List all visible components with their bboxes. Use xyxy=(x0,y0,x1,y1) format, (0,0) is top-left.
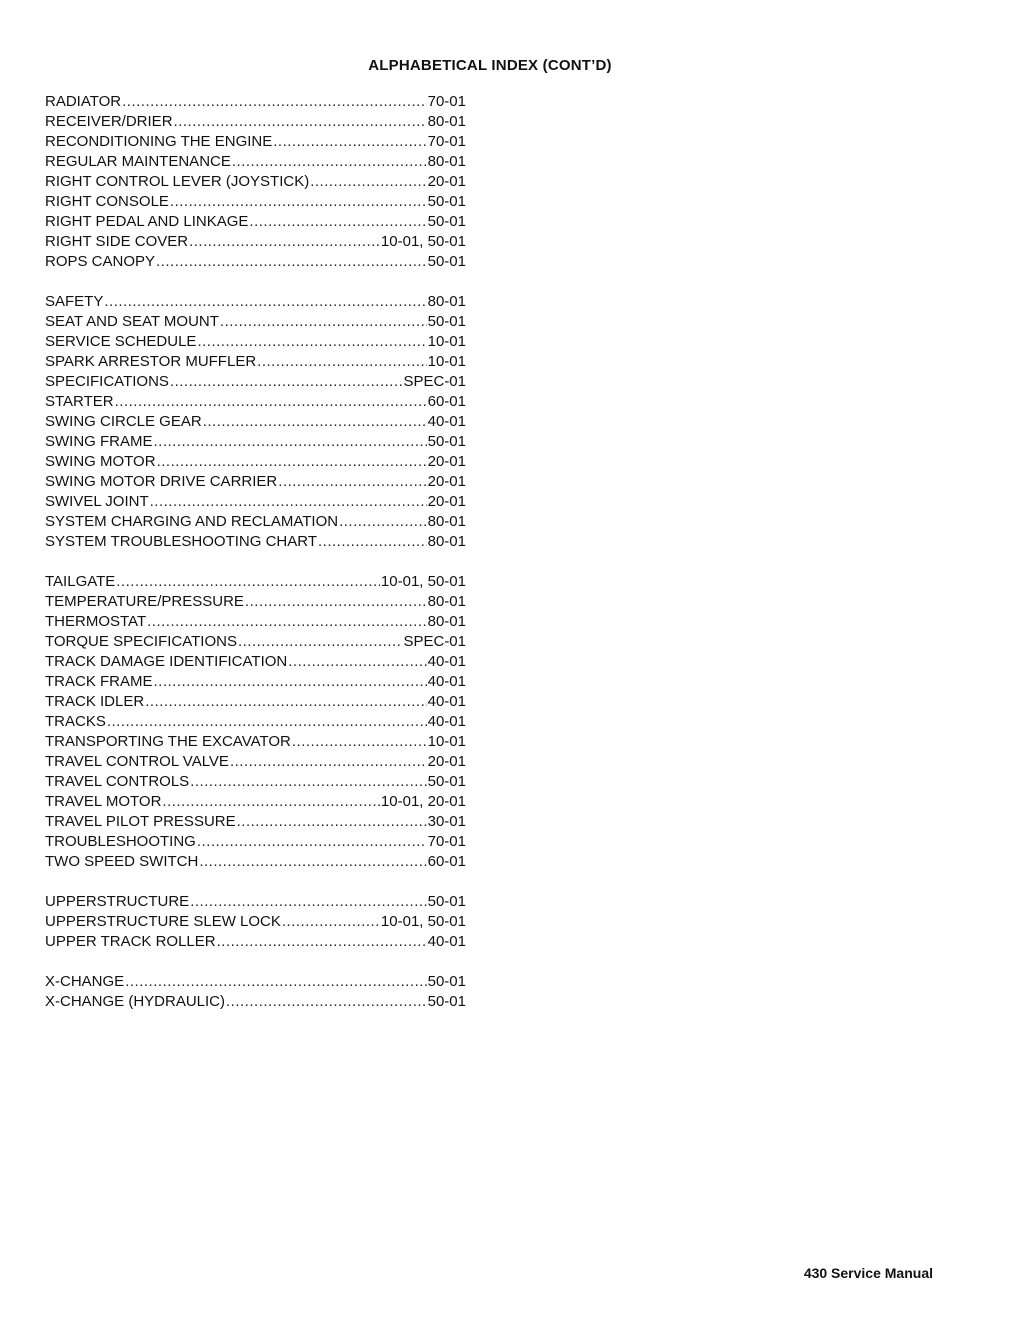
dot-leader xyxy=(125,972,426,992)
dot-leader xyxy=(107,712,427,732)
dot-leader xyxy=(197,832,427,852)
index-entry xyxy=(45,532,466,552)
dot-leader xyxy=(318,532,427,552)
index-page-ref: 70-01 xyxy=(427,133,466,150)
index-term: UPPER TRACK ROLLER xyxy=(45,933,216,950)
index-term: SWING CIRCLE GEAR xyxy=(45,413,202,430)
index-page-ref: 70-01 xyxy=(427,93,466,110)
index-entry xyxy=(45,312,466,332)
index-entry xyxy=(45,472,466,492)
index-term: SWING MOTOR DRIVE CARRIER xyxy=(45,473,278,490)
index-term: TROUBLESHOOTING xyxy=(45,833,196,850)
dot-leader xyxy=(288,652,426,672)
index-page-ref: 70-01 xyxy=(427,833,466,850)
index-entry xyxy=(45,832,466,852)
index-entry xyxy=(45,332,466,352)
dot-leader xyxy=(257,352,426,372)
index-entry xyxy=(45,752,466,772)
index-entry xyxy=(45,852,466,872)
index-term: SWING MOTOR xyxy=(45,453,156,470)
index-page-ref: 50-01 xyxy=(427,973,466,990)
index-group-x xyxy=(45,972,466,1012)
index-page-ref: 10-01, 50-01 xyxy=(380,233,466,250)
index-page-ref: 10-01 xyxy=(427,733,466,750)
index-entry xyxy=(45,732,466,752)
index-page-ref: 20-01 xyxy=(427,453,466,470)
dot-leader xyxy=(190,892,426,912)
index-entry xyxy=(45,372,466,392)
alphabetical-index xyxy=(45,92,466,1032)
dot-leader xyxy=(282,912,380,932)
index-term: TRAVEL CONTROLS xyxy=(45,773,190,790)
index-group-t xyxy=(45,572,466,872)
dot-leader xyxy=(273,132,426,152)
index-term: RECEIVER/DRIER xyxy=(45,113,173,130)
index-term: TRAVEL PILOT PRESSURE xyxy=(45,813,236,830)
index-term: TRAVEL MOTOR xyxy=(45,793,162,810)
dot-leader xyxy=(170,372,403,392)
dot-leader xyxy=(190,772,426,792)
index-term: REGULAR MAINTENANCE xyxy=(45,153,231,170)
index-entry xyxy=(45,292,466,312)
index-entry xyxy=(45,232,466,252)
index-page-ref: 50-01 xyxy=(427,433,466,450)
dot-leader xyxy=(203,412,427,432)
index-page-ref: 40-01 xyxy=(427,713,466,730)
dot-leader xyxy=(122,92,427,112)
index-entry xyxy=(45,712,466,732)
dot-leader xyxy=(145,692,426,712)
dot-leader xyxy=(174,112,427,132)
index-term: RECONDITIONING THE ENGINE xyxy=(45,133,273,150)
index-entry xyxy=(45,592,466,612)
dot-leader xyxy=(237,812,427,832)
index-entry xyxy=(45,572,466,592)
index-page-ref: 40-01 xyxy=(427,673,466,690)
dot-leader xyxy=(226,992,427,1012)
dot-leader xyxy=(162,792,380,812)
index-term: THERMOSTAT xyxy=(45,613,147,630)
dot-leader xyxy=(232,152,427,172)
dot-leader xyxy=(310,172,426,192)
index-entry xyxy=(45,612,466,632)
index-term: SPARK ARRESTOR MUFFLER xyxy=(45,353,257,370)
index-term: SYSTEM TROUBLESHOOTING CHART xyxy=(45,533,317,550)
dot-leader xyxy=(245,592,427,612)
index-term: RIGHT PEDAL AND LINKAGE xyxy=(45,213,249,230)
index-page-ref: 50-01 xyxy=(427,993,466,1010)
index-page-ref: 20-01 xyxy=(427,173,466,190)
dot-leader xyxy=(278,472,426,492)
dot-leader xyxy=(150,492,427,512)
index-entry xyxy=(45,172,466,192)
index-term: X-CHANGE xyxy=(45,973,125,990)
index-entry xyxy=(45,452,466,472)
index-term: TRACK IDLER xyxy=(45,693,145,710)
index-page-ref: 80-01 xyxy=(427,593,466,610)
dot-leader xyxy=(220,312,427,332)
index-term: TRACK DAMAGE IDENTIFICATION xyxy=(45,653,288,670)
index-entry xyxy=(45,492,466,512)
index-term: TWO SPEED SWITCH xyxy=(45,853,199,870)
index-page-ref: 40-01 xyxy=(427,693,466,710)
index-page-ref: 80-01 xyxy=(427,153,466,170)
index-term: TRACKS xyxy=(45,713,106,730)
index-page-ref: 50-01 xyxy=(427,253,466,270)
dot-leader xyxy=(156,252,427,272)
index-entry xyxy=(45,152,466,172)
dot-leader xyxy=(199,852,426,872)
index-term: TRACK FRAME xyxy=(45,673,153,690)
dot-leader xyxy=(238,632,403,652)
index-term: STARTER xyxy=(45,393,114,410)
index-term: RIGHT CONTROL LEVER (JOYSTICK) xyxy=(45,173,310,190)
index-group-r xyxy=(45,92,466,272)
index-group-u xyxy=(45,892,466,952)
index-page-ref: 80-01 xyxy=(427,113,466,130)
dot-leader xyxy=(157,452,427,472)
index-entry xyxy=(45,512,466,532)
index-entry xyxy=(45,932,466,952)
index-page-ref: 10-01, 20-01 xyxy=(380,793,466,810)
index-entry xyxy=(45,352,466,372)
index-page-ref: 50-01 xyxy=(427,213,466,230)
index-page-ref: 30-01 xyxy=(427,813,466,830)
index-page-ref: 10-01, 50-01 xyxy=(380,913,466,930)
index-term: RIGHT SIDE COVER xyxy=(45,233,189,250)
index-page-ref: 40-01 xyxy=(427,413,466,430)
index-page-ref: 60-01 xyxy=(427,393,466,410)
index-entry xyxy=(45,892,466,912)
index-page-ref: 20-01 xyxy=(427,753,466,770)
dot-leader xyxy=(292,732,427,752)
index-entry xyxy=(45,652,466,672)
index-page-ref: 40-01 xyxy=(427,653,466,670)
index-entry xyxy=(45,992,466,1012)
dot-leader xyxy=(189,232,380,252)
dot-leader xyxy=(115,392,427,412)
index-entry xyxy=(45,672,466,692)
index-page-ref: 50-01 xyxy=(427,773,466,790)
index-entry xyxy=(45,392,466,412)
index-page-ref: 80-01 xyxy=(427,293,466,310)
index-term: RADIATOR xyxy=(45,93,122,110)
index-term: TORQUE SPECIFICATIONS xyxy=(45,633,237,650)
index-entry xyxy=(45,132,466,152)
index-page-ref: 20-01 xyxy=(427,473,466,490)
index-page-ref: 50-01 xyxy=(427,313,466,330)
footer-manual-title: 430 Service Manual xyxy=(803,1265,933,1281)
dot-leader xyxy=(339,512,427,532)
index-page-ref: 80-01 xyxy=(427,533,466,550)
index-page-ref: 10-01, 50-01 xyxy=(380,573,466,590)
dot-leader xyxy=(147,612,427,632)
index-term: SWING FRAME xyxy=(45,433,153,450)
dot-leader xyxy=(230,752,427,772)
index-group-s xyxy=(45,292,466,552)
dot-leader xyxy=(154,432,427,452)
index-page-ref: 10-01 xyxy=(427,353,466,370)
index-entry xyxy=(45,212,466,232)
dot-leader xyxy=(104,292,426,312)
index-entry xyxy=(45,772,466,792)
index-entry xyxy=(45,812,466,832)
index-page-ref: SPEC-01 xyxy=(403,373,466,390)
index-page-ref: 20-01 xyxy=(427,493,466,510)
index-page-ref: 50-01 xyxy=(427,893,466,910)
index-term: TRANSPORTING THE EXCAVATOR xyxy=(45,733,291,750)
index-term: SYSTEM CHARGING AND RECLAMATION xyxy=(45,513,339,530)
page-title: ALPHABETICAL INDEX (CONT’D) xyxy=(368,57,612,74)
index-entry xyxy=(45,412,466,432)
index-term: RIGHT CONSOLE xyxy=(45,193,169,210)
index-entry xyxy=(45,432,466,452)
index-page-ref: SPEC-01 xyxy=(403,633,466,650)
index-term: X-CHANGE (HYDRAULIC) xyxy=(45,993,226,1010)
index-entry xyxy=(45,92,466,112)
dot-leader xyxy=(154,672,427,692)
index-entry xyxy=(45,632,466,652)
index-entry xyxy=(45,112,466,132)
dot-leader xyxy=(217,932,427,952)
index-page-ref: 60-01 xyxy=(427,853,466,870)
index-term: SEAT AND SEAT MOUNT xyxy=(45,313,219,330)
index-term: SAFETY xyxy=(45,293,104,310)
index-entry xyxy=(45,252,466,272)
index-entry xyxy=(45,972,466,992)
index-term: TRAVEL CONTROL VALVE xyxy=(45,753,229,770)
index-page-ref: 80-01 xyxy=(427,513,466,530)
index-page-ref: 40-01 xyxy=(427,933,466,950)
index-term: SPECIFICATIONS xyxy=(45,373,169,390)
index-term: UPPERSTRUCTURE SLEW LOCK xyxy=(45,913,281,930)
dot-leader xyxy=(116,572,380,592)
index-term: SERVICE SCHEDULE xyxy=(45,333,197,350)
index-entry xyxy=(45,692,466,712)
index-entry xyxy=(45,792,466,812)
index-term: UPPERSTRUCTURE xyxy=(45,893,190,910)
index-page-ref: 80-01 xyxy=(427,613,466,630)
dot-leader xyxy=(170,192,427,212)
dot-leader xyxy=(249,212,426,232)
index-term: ROPS CANOPY xyxy=(45,253,156,270)
index-term: TEMPERATURE/PRESSURE xyxy=(45,593,244,610)
index-entry xyxy=(45,912,466,932)
index-term: SWIVEL JOINT xyxy=(45,493,149,510)
index-page-ref: 50-01 xyxy=(427,193,466,210)
dot-leader xyxy=(197,332,426,352)
index-entry xyxy=(45,192,466,212)
index-term: TAILGATE xyxy=(45,573,116,590)
index-page-ref: 10-01 xyxy=(427,333,466,350)
